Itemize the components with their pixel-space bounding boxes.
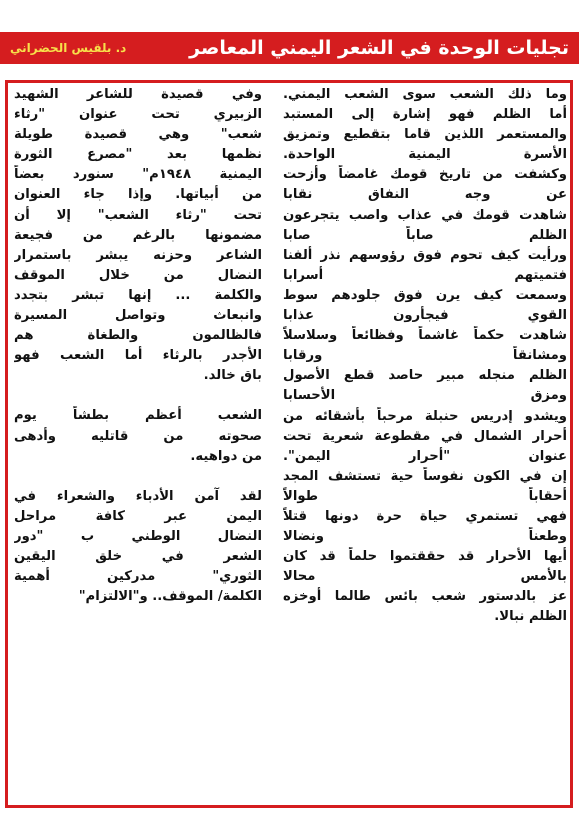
text-line: الكلمة/ الموقف.. و"الالتزام": [78, 589, 262, 605]
text-line: الشعر في خلق اليقين: [14, 548, 262, 564]
text-line: من أبياتها. وإذا جاء العنوان: [14, 187, 262, 203]
text-line: إن في الكون نفوساً حية تستشف المجد: [283, 468, 567, 484]
text-line: والمستعمر اللذين قاما بتقطيع وتمزيق: [283, 127, 567, 143]
text-line: وسمعت كيف يرن فوق جلودهم سوط: [283, 287, 567, 303]
block-gap: [14, 467, 262, 487]
text-line: الظلم منجله مبير حاصد قطع الأصول: [283, 368, 567, 384]
text-line: فالظالمون والطغاة هم: [14, 328, 262, 344]
text-line: وانبعاث وتواصل المسيرة: [14, 308, 262, 324]
text-line: عنوان "أحرار اليمن".: [283, 448, 567, 464]
paragraph: [14, 406, 262, 466]
paragraph: [14, 487, 262, 608]
block-gap: [14, 386, 262, 406]
text-line: وطعناً ونضالا: [283, 529, 567, 545]
paragraph: [283, 85, 567, 628]
text-line: وكشفت من تاريخ قومك غامضاً وأزحت: [283, 167, 567, 183]
text-line: أيها الأحرار قد حققتموا حلماً قد كان: [283, 549, 567, 565]
text-line: النضال الوطني ب "دور: [14, 528, 262, 544]
article-title: تجليات الوحدة في الشعر اليمني المعاصر: [189, 37, 569, 59]
text-line: من دواهيه.: [190, 448, 262, 464]
title-banner: [0, 32, 579, 64]
text-line: اليمنية ١٩٤٨م" سنورد بعضاً: [14, 167, 262, 183]
text-line: بالأمس محالا: [283, 569, 567, 585]
text-line: والكلمة ... إنها تبشر بتجدد: [14, 287, 262, 303]
text-line: وما ذلك الشعب سوى الشعب اليمني.: [283, 87, 567, 102]
paragraph: [14, 85, 262, 386]
text-line: الشاعر وحزنه يبشر باستمرار: [14, 247, 262, 263]
right-column: [283, 85, 567, 628]
left-column: [14, 85, 262, 607]
text-line: وفي قصيدة للشاعر الشهيد: [14, 87, 262, 102]
text-line: الأجدر بالرثاء أما الشعب فهو: [14, 348, 262, 364]
author-name: د. بلقيس الحضراني: [10, 41, 127, 55]
text-line: باق خالد.: [203, 368, 262, 384]
text-line: القوي فيجأرون عذابا: [283, 308, 567, 324]
text-line: فهي تستمري حياة حرة دونها قتلاً: [283, 508, 567, 524]
text-line: الظلم صاباً صابا: [283, 227, 567, 243]
text-line: شاهدت قومك في عذاب واصب يتجرعون: [283, 207, 567, 223]
text-line: أحرار الشمال في مقطوعة شعرية تحت: [283, 428, 567, 444]
text-line: ومزق الأحسابا: [283, 388, 567, 404]
text-line: مضمونها بالرغم من فجيعة: [14, 227, 262, 243]
text-line: الشعب أعظم بطشاً يوم: [14, 408, 262, 424]
text-line: ويشدو إدريس حنبلة مرحباً بأشقائه من: [283, 408, 567, 424]
text-line: أما الظلم فهو إشارة إلى المستبد: [283, 107, 567, 123]
text-line: أحقاباً طوالاً: [283, 488, 567, 504]
text-line: الظلم نبالا.: [494, 609, 567, 625]
text-line: فتميتهم أسرابا: [283, 267, 567, 283]
text-line: شاهدت حكماً غاشماً وفظائعاً وسلاسلاً: [283, 328, 567, 344]
text-line: نظمها بعد "مصرع الثورة: [14, 147, 262, 163]
text-line: صحوته من قاتليه وأدهى: [14, 428, 262, 444]
text-line: عز بالدستور شعب بائس طالما أوخزه: [283, 589, 567, 605]
text-line: الزبيري تحت عنوان "رثاء: [14, 107, 262, 123]
text-line: ورأيت كيف تحوم فوق رؤوسهم نذر ألفنا: [283, 247, 567, 263]
text-line: ومشانقاً ورقابا: [283, 348, 567, 364]
text-line: الثوري" مدركين أهمية: [14, 569, 262, 585]
text-line: النضال من خلال الموقف: [14, 267, 262, 283]
text-line: عن وجه النفاق نقابا: [283, 187, 567, 203]
text-line: شعب" وهي قصيدة طويلة: [14, 127, 262, 143]
text-line: تحت "رثاء الشعب" إلا أن: [14, 207, 262, 223]
text-line: لقد آمن الأدباء والشعراء في: [14, 488, 262, 504]
text-line: اليمن عبر كافة مراحل: [14, 508, 262, 524]
text-line: الأسرة اليمنية الواحدة.: [283, 147, 567, 163]
